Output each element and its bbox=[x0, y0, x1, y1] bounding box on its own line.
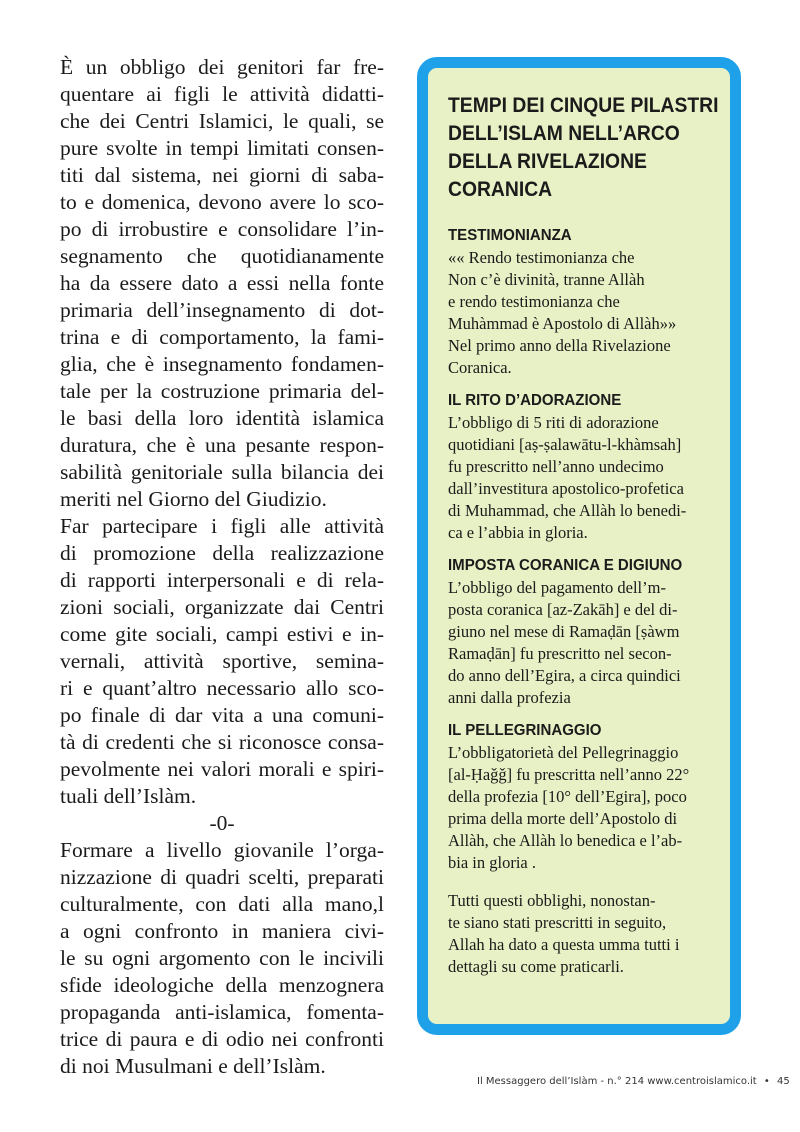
text-line: di noi Musulmani e dell’Islàm. bbox=[60, 1054, 326, 1078]
sidebox-section bbox=[448, 226, 708, 379]
section-text-line: dall’investitura apostolico-profetica bbox=[448, 479, 684, 498]
section-text-line: Nel primo anno della Rivelazione bbox=[448, 336, 671, 355]
section-text-line: posta coranica [az-Zakāh] e del di- bbox=[448, 600, 678, 619]
sidebox-closing-note bbox=[448, 890, 708, 978]
text-line: sabilità genitoriale sulla bilancia dei bbox=[60, 460, 384, 484]
footer-separator: • bbox=[763, 1076, 770, 1087]
main-text-column bbox=[60, 54, 384, 1080]
text-line: zioni sociali, organizzate dai Centri bbox=[60, 595, 384, 619]
section-text-line: fu prescritto nell’anno undecimo bbox=[448, 457, 664, 476]
text-line: vernali, attività sportive, semina- bbox=[60, 649, 384, 673]
page-number: 45 bbox=[776, 1076, 790, 1087]
text-line: segnamento che quotidianamente bbox=[60, 244, 384, 268]
five-pillars-sidebox bbox=[417, 57, 741, 1035]
text-line: duratura, che è una pesante respon- bbox=[60, 433, 384, 457]
section-text-line: giuno nel mese di Ramaḍān [ṣàwm bbox=[448, 622, 680, 641]
section-heading: IL RITO D’ADORAZIONE bbox=[448, 392, 622, 409]
text-line: primaria dell’insegnamento di dot- bbox=[60, 298, 384, 322]
paragraph-2 bbox=[60, 513, 384, 810]
sidebox-sections bbox=[448, 226, 708, 874]
text-line: le su ogni argomento con le incivili bbox=[60, 946, 384, 970]
text-line: glia, che è insegnamento fondamen- bbox=[60, 352, 384, 376]
section-text-line: Allàh, che Allàh lo benedica e l’ab- bbox=[448, 831, 683, 850]
section-text-line: di Muhammad, che Allàh lo benedi- bbox=[448, 501, 687, 520]
section-heading: IL PELLEGRINAGGIO bbox=[448, 722, 602, 739]
text-line: sfide ideologiche della menzognera bbox=[60, 973, 384, 997]
section-text-line: prima della morte dell’Apostolo di bbox=[448, 809, 678, 828]
section-text-line: Muhàmmad è Apostolo di Allàh»» bbox=[448, 314, 677, 333]
section-text-line: anni dalla profezia bbox=[448, 688, 571, 707]
text-line: quentare ai figli le attività didatti- bbox=[60, 82, 384, 106]
text-line: Far partecipare i figli alle attività bbox=[60, 514, 384, 538]
section-text-line: Ramaḍān] fu prescritto nel secon- bbox=[448, 644, 672, 663]
text-line: trina e di comportamento, la fami- bbox=[60, 325, 384, 349]
section-text-line: e rendo testimonianza che bbox=[448, 292, 620, 311]
text-line: pevolmente nei valori morali e spiri- bbox=[60, 757, 384, 781]
text-line: nizzazione di quadri scelti, preparati bbox=[60, 865, 384, 889]
text-line: di promozione della realizzazione bbox=[60, 541, 384, 565]
closing-text-line: Allah ha dato a questa umma tutti i bbox=[448, 935, 680, 954]
text-line: le basi della loro identità islamica bbox=[60, 406, 384, 430]
text-line: po di irrobustire e consolidare l’in- bbox=[60, 217, 384, 241]
section-text-line: [al-Ḥaǧǧ] fu prescritta nell’anno 22° bbox=[448, 765, 690, 784]
text-line: Formare a livello giovanile l’orga- bbox=[60, 838, 384, 862]
sidebox-section bbox=[448, 391, 708, 544]
text-line: culturalmente, con dati alla mano,l bbox=[60, 892, 384, 916]
text-line: tale per la costruzione primaria del- bbox=[60, 379, 384, 403]
section-text-line: L’obbligatorietà del Pellegrinaggio bbox=[448, 743, 679, 762]
sidebox-section bbox=[448, 721, 708, 874]
closing-text-line: dettagli su come praticarli. bbox=[448, 957, 624, 976]
sidebox-title: TEMPI DEI CINQUE PILASTRI DELL’ISLAM NELL’ARCO DELLA RIVELAZIONE CORANICA bbox=[448, 94, 719, 201]
section-text-line: do anno dell’Egira, a circa quindici bbox=[448, 666, 681, 685]
text-line: titi dal sistema, nei giorni di saba- bbox=[60, 163, 384, 187]
section-text-line: Non c’è divinità, tranne Allàh bbox=[448, 270, 645, 289]
text-line: to e domenica, devono avere lo sco- bbox=[60, 190, 384, 214]
paragraph-3 bbox=[60, 837, 384, 1080]
text-line: pure svolte in tempi limitati consen- bbox=[60, 136, 384, 160]
text-line: ha da essere dato a essi nella fonte bbox=[60, 271, 384, 295]
text-line: tuali dell’Islàm. bbox=[60, 784, 197, 808]
text-line: trice di paura e di odio nei confronti bbox=[60, 1027, 384, 1051]
text-line: di rapporti interpersonali e di rela- bbox=[60, 568, 384, 592]
section-text-line: L’obbligo di 5 riti di adorazione bbox=[448, 413, 659, 432]
text-line: È un obbligo dei genitori far fre- bbox=[60, 55, 384, 79]
section-text-line: quotidiani [aṣ-ṣalawātu-l-khàmsah] bbox=[448, 435, 682, 454]
sidebox-section bbox=[448, 556, 708, 709]
section-heading: IMPOSTA CORANICA E DIGIUNO bbox=[448, 557, 683, 574]
section-heading: TESTIMONIANZA bbox=[448, 227, 572, 244]
text-line: ri e quant’altro necessario allo sco- bbox=[60, 676, 384, 700]
closing-text-line: te siano stati prescritti in seguito, bbox=[448, 913, 667, 932]
section-text-line: L’obbligo del pagamento dell’m- bbox=[448, 578, 666, 597]
section-text-line: ca e l’abbia in gloria. bbox=[448, 523, 588, 542]
text-line: che dei Centri Islamici, le quali, se bbox=[60, 109, 384, 133]
text-line: propaganda anti-islamica, fomenta- bbox=[60, 1000, 384, 1024]
section-text-line: bia in gloria . bbox=[448, 853, 536, 872]
footer-website: www.centroislamico.it bbox=[647, 1076, 757, 1087]
section-text-line: Coranica. bbox=[448, 358, 512, 377]
page-footer bbox=[477, 1076, 790, 1087]
text-line: come gite sociali, campi estivi e in- bbox=[60, 622, 384, 646]
text-line: meriti nel Giorno del Giudizio. bbox=[60, 487, 327, 511]
text-line: po finale di dar vita a una comuni- bbox=[60, 703, 384, 727]
section-text-line: «« Rendo testimonianza che bbox=[448, 248, 635, 267]
section-text-line: della profezia [10° dell’Egira], poco bbox=[448, 787, 687, 806]
footer-publication: Il Messaggero dell’Islàm - n.° 214 bbox=[477, 1076, 645, 1087]
paragraph-1 bbox=[60, 54, 384, 513]
closing-text-line: Tutti questi obblighi, nonostan- bbox=[448, 891, 656, 910]
section-separator: -0- bbox=[209, 811, 235, 835]
text-line: tà di credenti che si riconosce consa- bbox=[60, 730, 384, 754]
text-line: a ogni confronto in maniera civi- bbox=[60, 919, 384, 943]
